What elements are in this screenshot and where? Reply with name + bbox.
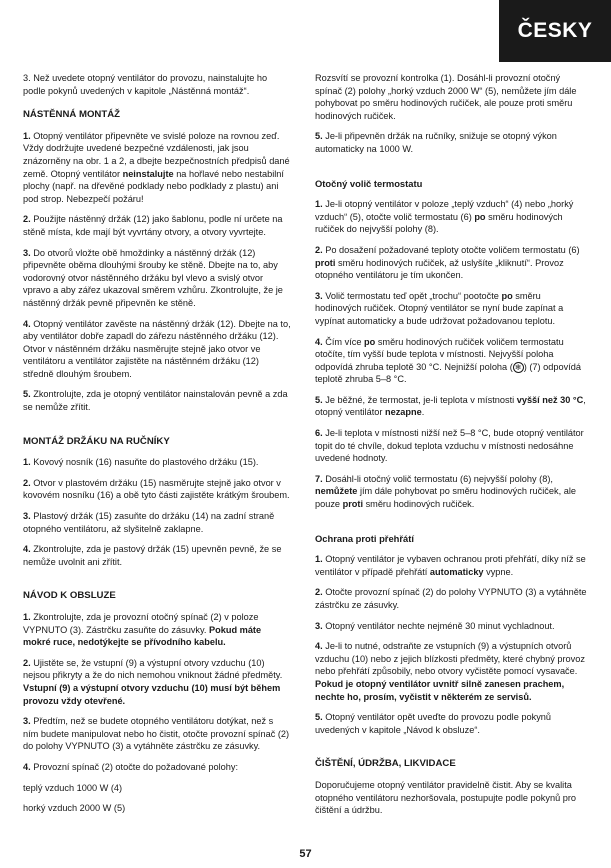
step-text: Zkontrolujte, zda je provozní otočný spínač (2) v poloze VYPNUTO (3). Zástrčku zasuňte do zásuvky. <box>23 612 259 635</box>
step-emphasis: Vstupní (9) a výstupní otvory vzduchu (10) musí být během provozu vždy otevřené. <box>23 682 281 706</box>
step-text: Otopný ventilátor opět uveďte do provozu podle pokynů uvedených v kapitole „Návod k obsluze“. <box>315 712 552 735</box>
step-text: směru hodinových ručiček. Otopný ventilátor se nyní bude zapínat a vypínat automaticky a bude udržovat požadovanou teplotu. <box>315 290 564 326</box>
step-number: 4. <box>315 336 323 347</box>
step-number: 4. <box>23 318 31 329</box>
ops-step-1 <box>23 611 291 649</box>
ops-option-hot: horký vzduch 2000 W (5) <box>23 803 126 814</box>
cleaning-heading: ČIŠTĚNÍ, ÚDRŽBA, LIKVIDACE <box>315 758 456 770</box>
step-text: Zkontrolujte, zda je pastový držák (15) upevněn pevně, že se nemůže uvolnit ani zřítit. <box>23 544 282 567</box>
step-number: 7. <box>315 473 323 484</box>
step-number: 5. <box>315 131 323 142</box>
step-number: 2. <box>315 244 323 255</box>
step-number: 4. <box>315 641 323 652</box>
language-tab: ČESKY <box>499 0 611 62</box>
step-emphasis: po <box>474 211 486 222</box>
thermo-step-5 <box>315 394 587 419</box>
step-number: 4. <box>23 544 31 555</box>
step-number: 5. <box>23 389 31 400</box>
step-number: 2. <box>23 657 31 668</box>
wall-step-1 <box>23 130 291 206</box>
cleaning-paragraph: Doporučujeme otopný ventilátor pravidelně čistit. Aby se kvalita otopného ventilátoru nezhoršovala, postupujte podle pokynů pro čištění a údržbu. <box>315 779 577 816</box>
step-text: Po dosažení požadované teploty otočte voličem termostatu (6) <box>322 244 580 255</box>
step-text: Použijte nástěnný držák (12) jako šablonu, podle ní určete na stěně místa, kde mají být vyvrtány otvory, a otvory vyvrtejte. <box>23 214 283 237</box>
thermo-step-4 <box>315 336 587 386</box>
step-number: 5. <box>315 712 323 723</box>
step-number: 3. <box>23 247 31 258</box>
wall-step-2 <box>23 213 291 238</box>
step-text: Je-li otopný ventilátor v poloze „teplý vzduch“ (4) nebo „horký vzduch“ (5), otočte volič termostatu (6) <box>315 199 574 222</box>
wall-step-3 <box>23 247 291 310</box>
step-text: Otočte provozní spínač (2) do polohy VYPNUTO (3) a vytáhněte zástrčku ze zásuvky. <box>315 587 587 610</box>
step-text: Otvor v plastovém držáku (15) nasměrujte stejně jako otvor v kovovém nosníku (16) a obě tyto části zajistěte krátkým šroubem. <box>23 477 290 501</box>
step-number: 1. <box>23 130 31 141</box>
overheat-step-3 <box>315 620 587 633</box>
step-number: 2. <box>23 477 31 488</box>
step-text: Otopný ventilátor zavěste na nástěnný držák (12). Dbejte na to, aby ventilátor dobře zapadl do zářezu nástěnného držáku (12). Otvor v nástěnném držáku nasměrujte stejně jako otvor ve ventilátoru a ventilátor zajistěte na nástěnném držáku (12) středně dlouhým šroubem. <box>23 318 291 379</box>
step-text: Do otvorů vložte obě hmoždinky a nástěnný držák (12) připevněte oběma dlouhými šrouby ke stěně. Dbejte na to, aby vodorovný otvor nástěnného držáku byl vlevo a svislý otvor vpravo a aby zářez ukazoval směrem vzhůru. Zkontrolujte, že je nástěnný držák pevně připevněn ke stěně. <box>23 247 283 308</box>
step-number: 5. <box>315 394 323 405</box>
ops-step-2 <box>23 657 291 707</box>
step-number: 3. <box>23 716 31 727</box>
thermo-step-1 <box>315 198 587 236</box>
overheat-step-2 <box>315 586 587 611</box>
snowflake-icon: ❄ <box>513 362 524 373</box>
step-text: jím dále pohybovat po směru hodinových ručiček, ale pouze <box>315 486 576 510</box>
thermo-step-2 <box>315 244 587 282</box>
step-text: na hořlavé nebo nestabilní plochy (např. na dřevěné podklady nebo podklady z plastu) ani pod strop. Nebezpečí požáru! <box>23 168 284 204</box>
step-number: 3. <box>315 290 323 301</box>
step-text: Čím více <box>322 336 365 347</box>
step-number: 6. <box>315 428 323 439</box>
wall-step-4 <box>23 318 291 381</box>
step-number: 1. <box>315 554 323 565</box>
step-emphasis: automaticky <box>429 566 484 577</box>
step-text: , otopný ventilátor <box>315 394 586 418</box>
step-emphasis: neinstalujte <box>122 168 174 179</box>
thermo-step-6 <box>315 427 587 465</box>
step-number: 2. <box>315 587 323 598</box>
thermo-step-7 <box>315 473 587 511</box>
wall-step-5 <box>23 388 291 413</box>
towel-step-1 <box>23 456 291 469</box>
intro-paragraph: 3. Než uvedete otopný ventilátor do provozu, nainstalujte ho podle pokynů uvedených v kapitole „Nástěnná montáž“. <box>23 73 268 96</box>
overheat-heading: Ochrana proti přehřátí <box>315 532 414 544</box>
overheat-step-4 <box>315 640 587 703</box>
continued-paragraph: Rozsvítí se provozní kontrolka (1). Dosáhl-li provozní otočný spínač (2) polohy „horký vzduch 2000 W“ (5), nemůžete jím dále pohybovat po směru hodinových ručiček, ale pouze proti směru hodinových ručiček. <box>315 73 577 121</box>
ops-step-5 <box>315 130 587 155</box>
step-emphasis: nezapne <box>384 407 422 418</box>
wall-mount-heading: NÁSTĚNNÁ MONTÁŽ <box>23 109 120 121</box>
step-text: Provozní spínač (2) otočte do požadované polohy: <box>30 761 239 772</box>
step-text: Zkontrolujte, zda je otopný ventilátor nainstalován pevně a zda se nemůže zřítit. <box>23 389 288 413</box>
step-emphasis: Pokud je otopný ventilátor uvnitř silně zanesen prachem, nechte ho, prosím, vyčistit v některém ze servisů. <box>315 678 565 702</box>
step-text: směru hodinových ručiček. <box>363 499 475 510</box>
step-emphasis: Pokud máte mokré ruce, nedotýkejte se přívodního kabelu. <box>23 624 262 648</box>
step-emphasis: po <box>501 290 513 301</box>
step-text: Je běžné, že termostat, je-li teplota v místnosti <box>322 394 517 405</box>
step-text: směru hodinových ručiček do nejvyšší polohy (8). <box>315 211 563 235</box>
step-text: směru hodinových ručiček voličem termostatu otočíte, tím vyšší bude teplota v místnosti. Nejvyšší poloha odpovídá zhruba teplotě 30 °C. Nejnižší poloha ( <box>315 336 564 372</box>
overheat-step-1 <box>315 553 587 578</box>
step-text: Dosáhl-li otočný volič termostatu (6) nejvyšší polohy (8), <box>322 473 553 484</box>
towel-holder-heading: MONTÁŽ DRŽÁKU NA RUČNÍKY <box>23 435 170 447</box>
towel-step-2 <box>23 477 291 502</box>
step-text: Otopný ventilátor nechte nejméně 30 minut vychladnout. <box>322 620 555 631</box>
step-number: 2. <box>23 214 31 225</box>
step-text: vypne. <box>483 566 514 577</box>
step-number: 3. <box>23 511 31 522</box>
step-text: Předtím, než se budete otopného ventilátoru dotýkat, než s ním budete manipulovat nebo ho čistit, otočte provozní spínač (2) do polohy VYPNUTO (3) a vytáhněte zástrčku ze zásuvky. <box>23 716 290 752</box>
page-number: 57 <box>299 848 312 860</box>
step-text: Volič termostatu teď opět „trochu“ pootočte <box>322 290 502 301</box>
step-emphasis: nemůžete <box>315 486 358 497</box>
left-column <box>23 72 291 823</box>
step-text: Kovový nosník (16) nasuňte do plastového držáku (15). <box>30 457 259 468</box>
step-number: 3. <box>315 620 323 631</box>
ops-step-4 <box>23 761 291 774</box>
step-text: Je-li připevněn držák na ručníky, snižuje se otopný výkon automaticky na 1000 W. <box>315 131 557 154</box>
step-text: směru hodinových ručiček, až uslyšíte „kliknutí“. Provoz otopného ventilátoru je tím ukončen. <box>315 257 564 281</box>
towel-step-4 <box>23 543 291 568</box>
step-emphasis: po <box>364 336 376 347</box>
ops-step-3 <box>23 715 291 753</box>
step-number: 1. <box>315 199 323 210</box>
right-column <box>315 72 587 825</box>
step-text: ) (7) odpovídá teplotě zhruba 5–8 °C. <box>315 361 581 385</box>
step-text: . <box>421 407 425 418</box>
step-text: Ujistěte se, že vstupní (9) a výstupní otvory vzduchu (10) nejsou přikryty a že do nich nemohou vniknout žádné předměty. <box>23 657 283 681</box>
ops-option-warm: teplý vzduch 1000 W (4) <box>23 782 123 793</box>
operating-heading: NÁVOD K OBSLUZE <box>23 590 116 602</box>
thermostat-heading: Otočný volič termostatu <box>315 177 423 189</box>
step-text: Otopný ventilátor připevněte ve svislé poloze na rovnou zeď. Vždy dodržujte uvedené bezpečné vzdálenosti, jak jsou znázorněny na obr. 1 a 2, a dbejte bezpečnostních předpisů dané země. Otopný ventilátor <box>23 130 290 179</box>
step-number: 1. <box>23 612 31 622</box>
step-emphasis: proti <box>342 499 364 510</box>
step-text: Plastový držák (15) zasuňte do držáku (14) na zadní straně otopného ventilátoru, až slyšitelně zaklapne. <box>23 511 275 534</box>
step-text: Otopný ventilátor je vybaven ochranou proti přehřátí, díky níž se ventilátor v případě přehřátí <box>315 554 586 577</box>
step-text: Je-li teplota v místnosti nižší než 5–8 °C, bude otopný ventilátor topit do té chvíle, dokud teplota vzduchu v místnosti nedosáhne uvedené hodnoty. <box>315 428 584 464</box>
step-number: 1. <box>23 457 31 468</box>
step-number: 4. <box>23 761 31 772</box>
step-text: Je-li to nutné, odstraňte ze vstupních (9) a výstupních otvorů vzduchu (10) nebo z jejich blízkosti předměty, které chybný provoz nebo přehřátí způsobily, nebo otvory vyčistěte pomocí vysavače. <box>315 641 585 677</box>
step-emphasis: proti <box>315 257 336 268</box>
overheat-step-5 <box>315 711 587 736</box>
thermo-step-3 <box>315 290 587 328</box>
step-emphasis: vyšší než 30 °C <box>516 394 584 405</box>
towel-step-3 <box>23 510 291 535</box>
